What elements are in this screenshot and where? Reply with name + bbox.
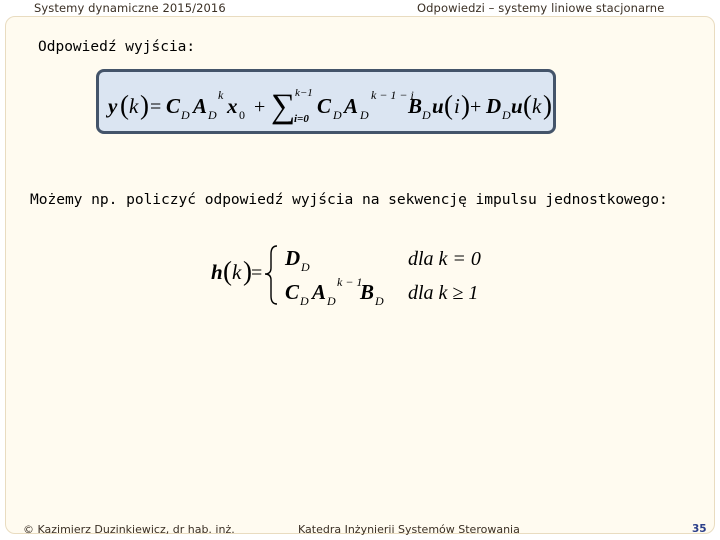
svg-text:=: = xyxy=(150,96,162,118)
svg-text:D: D xyxy=(300,294,309,308)
header-topic-title: Odpowiedzi – systemy liniowe stacjonarne xyxy=(417,1,665,15)
svg-text:x: x xyxy=(227,94,238,118)
svg-text:(: ( xyxy=(523,90,532,120)
svg-text:h: h xyxy=(211,260,223,284)
svg-text:D: D xyxy=(285,246,301,270)
svg-text:(: ( xyxy=(444,90,453,120)
svg-text:): ) xyxy=(243,256,252,286)
svg-text:A: A xyxy=(344,94,359,118)
svg-text:D: D xyxy=(360,108,369,122)
svg-text:k−1: k−1 xyxy=(295,87,313,99)
output-response-formula xyxy=(99,72,555,133)
description-text: Możemy np. policzyć odpowiedź wyjścia na sekwencję impulsu jednostkowego: xyxy=(30,191,668,208)
svg-text:D: D xyxy=(422,108,431,122)
impulse-response-formula xyxy=(205,238,505,314)
svg-text:C: C xyxy=(317,94,332,118)
svg-text:D: D xyxy=(301,260,310,274)
footer-author: © Kazimierz Duzinkiewicz, dr hab. inż. xyxy=(23,523,235,536)
svg-text:): ) xyxy=(543,90,552,120)
svg-text:k: k xyxy=(232,260,242,284)
svg-text:+: + xyxy=(254,96,266,118)
svg-text:D: D xyxy=(181,108,190,122)
svg-text:u: u xyxy=(511,94,523,118)
svg-text:k: k xyxy=(218,88,224,102)
svg-text:): ) xyxy=(461,90,470,120)
svg-text:=: = xyxy=(251,262,263,284)
svg-text:B: B xyxy=(360,280,375,304)
svg-text:C: C xyxy=(166,94,181,118)
footer-department: Katedra Inżynierii Systemów Sterowania xyxy=(298,523,520,536)
svg-text:C: C xyxy=(285,280,300,304)
svg-text:D: D xyxy=(502,108,511,122)
section-title: Odpowiedź wyjścia: xyxy=(38,39,196,55)
svg-text:k − 1 − i: k − 1 − i xyxy=(371,88,414,102)
svg-text:A: A xyxy=(193,94,208,118)
svg-text:(: ( xyxy=(120,90,129,120)
page-number: 35 xyxy=(692,523,707,535)
output-response-formula-box xyxy=(96,69,556,134)
svg-text:D: D xyxy=(208,108,217,122)
svg-text:): ) xyxy=(140,90,149,120)
svg-text:+: + xyxy=(470,96,482,118)
svg-text:D: D xyxy=(486,94,502,118)
svg-text:D: D xyxy=(333,108,342,122)
svg-text:k − 1: k − 1 xyxy=(337,275,363,289)
case-k-zero: dla k = 0 xyxy=(408,248,481,270)
svg-text:(: ( xyxy=(223,256,232,286)
svg-text:0: 0 xyxy=(239,108,245,122)
svg-text:D: D xyxy=(375,294,384,308)
header-course-title: Systemy dynamiczne 2015/2016 xyxy=(34,1,226,15)
svg-text:i=0: i=0 xyxy=(294,113,309,125)
svg-text:y: y xyxy=(108,94,118,118)
svg-text:∑: ∑ xyxy=(271,88,296,125)
svg-text:k: k xyxy=(532,94,542,118)
case-k-geq-one: dla k ≥ 1 xyxy=(408,282,479,304)
svg-text:D: D xyxy=(327,294,336,308)
svg-text:u: u xyxy=(432,94,444,118)
svg-text:A: A xyxy=(312,280,327,304)
svg-text:i: i xyxy=(454,94,460,118)
svg-text:B: B xyxy=(408,94,423,118)
svg-text:k: k xyxy=(129,94,139,118)
